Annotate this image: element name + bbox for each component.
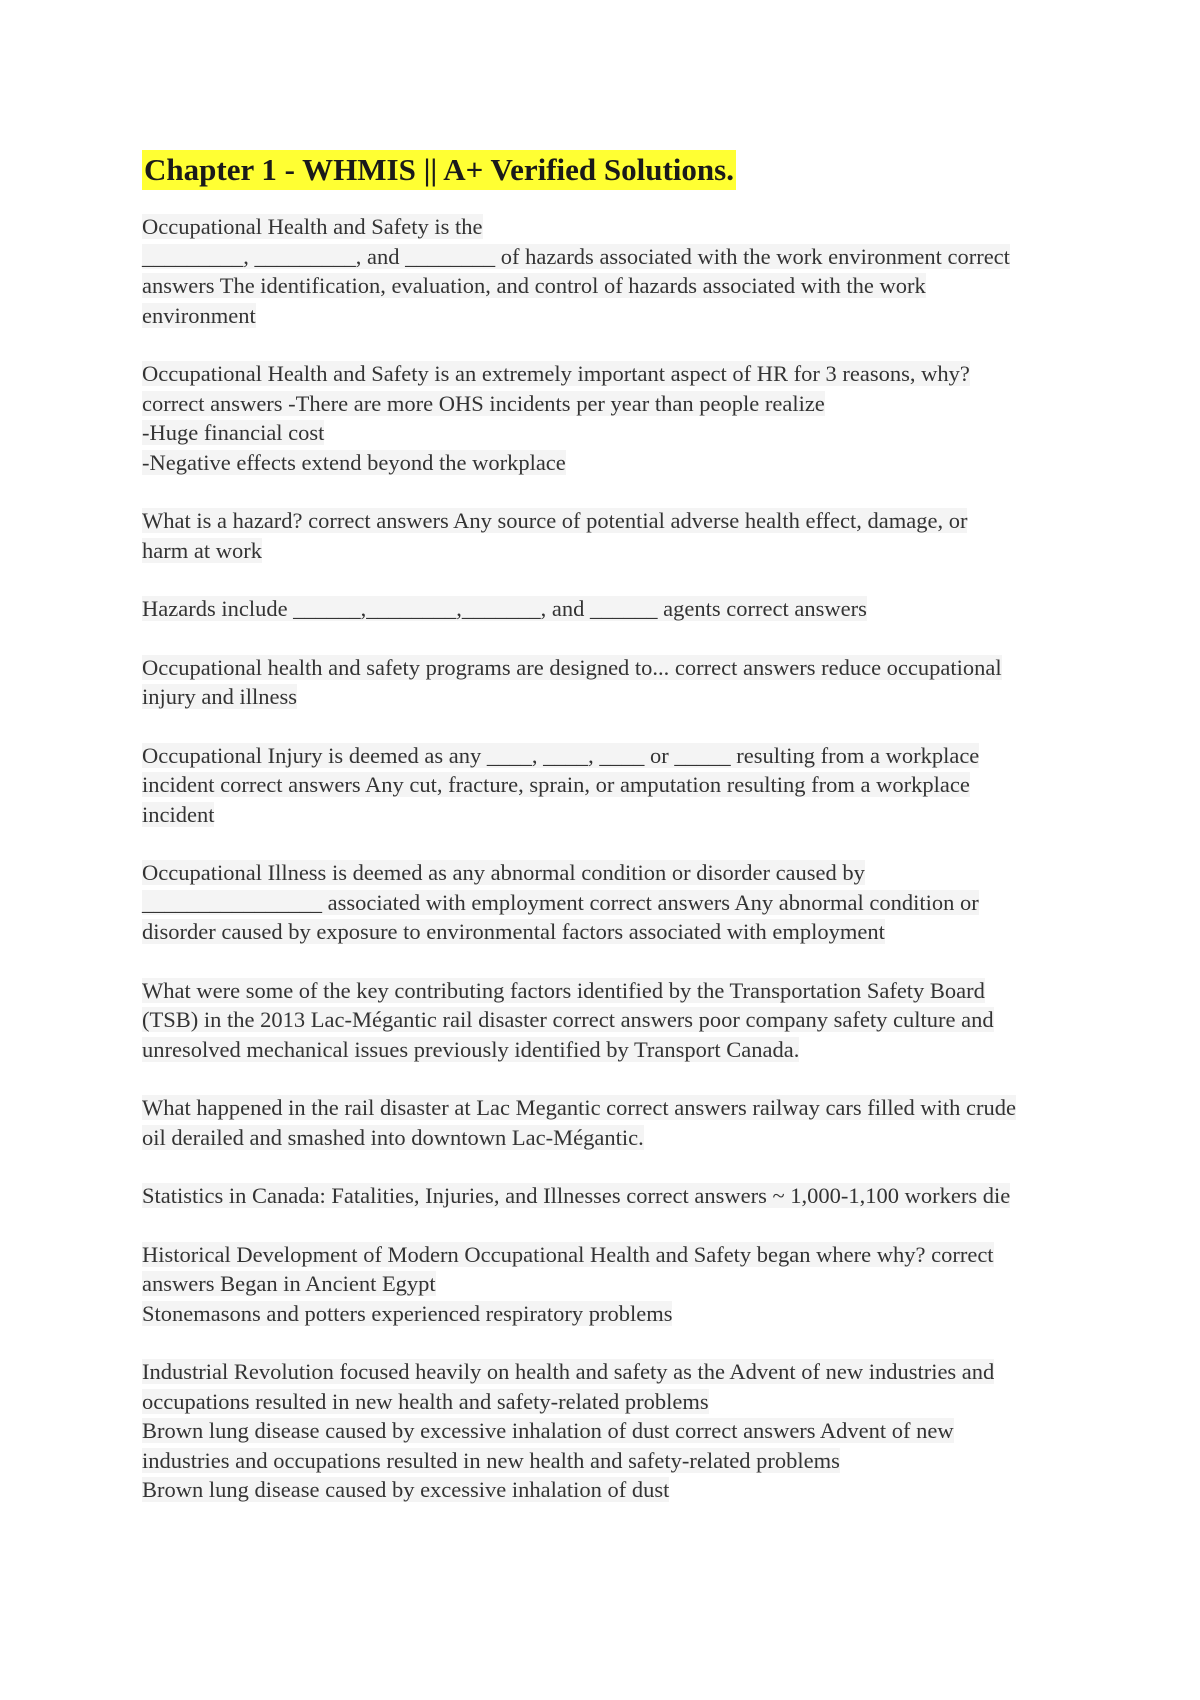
qa-line (142, 1387, 1062, 1417)
qa-line-text: injury and illness (142, 684, 297, 709)
qa-line (142, 976, 1062, 1006)
qa-line-text: answers The identification, evaluation, and control of hazards associated with the work (142, 273, 926, 298)
qa-entry (142, 653, 1062, 712)
qa-line-text: Occupational health and safety programs are designed to... correct answers reduce occupational (142, 654, 1002, 680)
qa-line-text: disorder caused by exposure to environmental factors associated with employment (142, 919, 885, 944)
qa-line-text: Occupational Injury is deemed as any ____, ____, ____ or _____ resulting from a workplace (142, 742, 980, 768)
qa-entry (142, 1093, 1062, 1152)
qa-line-text: correct answers -There are more OHS incidents per year than people realize (142, 390, 825, 416)
qa-line-text: oil derailed and smashed into downtown Lac-Mégantic. (142, 1124, 644, 1150)
qa-line-text: (TSB) in the 2013 Lac-Mégantic rail disaster correct answers poor company safety culture and (142, 1007, 994, 1032)
qa-line-text: Historical Development of Modern Occupational Health and Safety began where why? correct (142, 1241, 994, 1267)
qa-line (142, 1416, 1062, 1446)
qa-line (142, 536, 1062, 566)
qa-line-text: harm at work (142, 537, 262, 563)
qa-line (142, 271, 1062, 301)
qa-entry (142, 506, 1062, 565)
qa-line-text: Occupational Health and Safety is an extremely important aspect of HR for 3 reasons, why? (142, 361, 970, 386)
qa-line (142, 1269, 1062, 1299)
qa-line (142, 212, 1062, 242)
qa-entry (142, 594, 1062, 624)
qa-line-text: -Negative effects extend beyond the workplace (142, 449, 566, 475)
qa-line (142, 1123, 1062, 1153)
qa-line (142, 1035, 1062, 1065)
qa-line (142, 1005, 1062, 1035)
qa-entry (142, 212, 1062, 330)
qa-entry (142, 1181, 1062, 1211)
qa-line-text: Occupational Illness is deemed as any abnormal condition or disorder caused by (142, 860, 865, 885)
qa-entry (142, 741, 1062, 830)
qa-list (142, 212, 1070, 1505)
qa-line-text: _________, _________, and ________ of hazards associated with the work environment correct (142, 243, 1010, 269)
qa-line (142, 418, 1062, 448)
qa-line-text: incident (142, 801, 215, 827)
qa-line (142, 917, 1062, 947)
qa-entry (142, 858, 1062, 947)
qa-line-text: industries and occupations resulted in new health and safety-related problems (142, 1447, 840, 1473)
qa-line-text: Brown lung disease caused by excessive inhalation of dust correct answers Advent of new (142, 1418, 954, 1443)
qa-line-text: Hazards include ______,________,_______, and ______ agents correct answers (142, 596, 867, 621)
qa-line-text: Statistics in Canada: Fatalities, Injuries, and Illnesses correct answers ~ 1,000-1,100 workers die (142, 1183, 1011, 1208)
qa-line (142, 1181, 1062, 1211)
qa-entry (142, 976, 1062, 1065)
qa-line (142, 682, 1062, 712)
qa-line (142, 858, 1062, 888)
qa-line-text: -Huge financial cost (142, 420, 325, 445)
qa-line (142, 1475, 1062, 1505)
qa-line (142, 1299, 1062, 1329)
qa-entry (142, 359, 1062, 477)
qa-line-text: Occupational Health and Safety is the (142, 214, 483, 239)
qa-line-text: occupations resulted in new health and safety-related problems (142, 1388, 709, 1414)
qa-line (142, 389, 1062, 419)
qa-line-text: answers Began in Ancient Egypt (142, 1271, 436, 1296)
qa-line (142, 1357, 1062, 1387)
qa-line-text: Industrial Revolution focused heavily on health and safety as the Advent of new industries and (142, 1359, 995, 1384)
qa-line (142, 594, 1062, 624)
qa-line (142, 1093, 1062, 1123)
qa-entry (142, 1357, 1062, 1505)
qa-line-text: environment (142, 302, 256, 328)
qa-line (142, 359, 1062, 389)
qa-line-text: ________________ associated with employment correct answers Any abnormal condition or (142, 889, 979, 915)
qa-line-text: Stonemasons and potters experienced respiratory problems (142, 1300, 673, 1326)
qa-line (142, 800, 1062, 830)
qa-line (142, 653, 1062, 683)
qa-line (142, 448, 1062, 478)
qa-entry (142, 1240, 1062, 1329)
qa-line (142, 1446, 1062, 1476)
qa-line-text: unresolved mechanical issues previously identified by Transport Canada. (142, 1036, 800, 1062)
qa-line (142, 770, 1062, 800)
qa-line-text: What is a hazard? correct answers Any source of potential adverse health effect, damage, or (142, 508, 968, 533)
qa-line-text: incident correct answers Any cut, fracture, sprain, or amputation resulting from a workplace (142, 772, 970, 797)
qa-line (142, 888, 1062, 918)
qa-line (142, 506, 1062, 536)
document-title: Chapter 1 - WHMIS || A+ Verified Solutions. (142, 150, 736, 190)
qa-line (142, 301, 1062, 331)
qa-line-text: What were some of the key contributing factors identified by the Transportation Safety Board (142, 977, 985, 1003)
qa-line (142, 1240, 1062, 1270)
qa-line-text: Brown lung disease caused by excessive inhalation of dust (142, 1477, 670, 1502)
qa-line (142, 242, 1062, 272)
qa-line-text: What happened in the rail disaster at Lac Megantic correct answers railway cars filled with crude (142, 1095, 1016, 1120)
qa-line (142, 741, 1062, 771)
